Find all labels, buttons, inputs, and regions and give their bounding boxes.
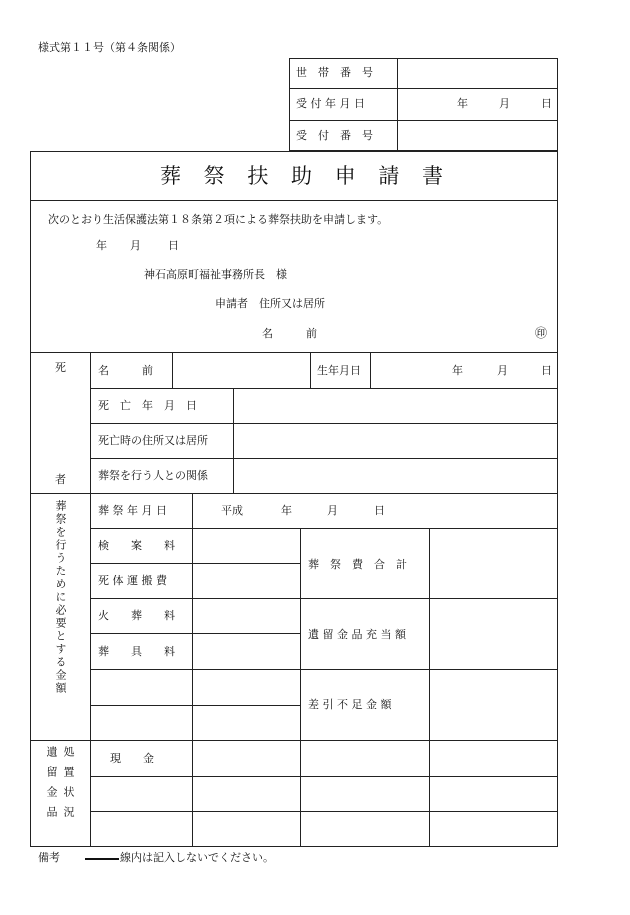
reception-date-month: 月 xyxy=(499,97,510,110)
reception-number-label: 受 付 番 号 xyxy=(296,129,373,142)
application-date-day: 日 xyxy=(168,239,179,252)
inspection-fee-label: 検 案 料 xyxy=(98,539,175,552)
shortfall-label: 差 引 不 足 金 額 xyxy=(308,698,392,711)
estate-item-field-2[interactable] xyxy=(91,812,191,846)
funeral-date-label: 葬 祭 年 月 日 xyxy=(98,504,167,517)
supplies-fee-field[interactable] xyxy=(193,634,299,668)
extra-fee-field-1[interactable] xyxy=(193,670,299,704)
applicant-address-label: 申請者 住所又は居所 xyxy=(215,297,325,310)
seal-mark: ㊞ xyxy=(535,326,548,340)
birth-date-label: 生年月日 xyxy=(317,364,361,377)
birth-year: 年 xyxy=(452,364,463,377)
funeral-side-label: 葬祭を行うために必要とする金額 xyxy=(54,500,67,695)
relation-field[interactable] xyxy=(234,459,557,492)
extra-fee-label-field-1[interactable] xyxy=(91,670,191,704)
total-cost-label: 葬 祭 費 合 計 xyxy=(308,558,407,571)
birth-day: 日 xyxy=(541,364,552,377)
deceased-side-label-bottom: 者 xyxy=(55,473,66,486)
reception-date-day: 日 xyxy=(541,97,552,110)
shortfall-field[interactable] xyxy=(430,670,557,739)
cash-label: 現 金 xyxy=(110,752,154,765)
application-date-year: 年 xyxy=(96,239,107,252)
estate-applied-label: 遺 留 金 品 充 当 額 xyxy=(308,628,406,641)
applicant-address-field[interactable] xyxy=(336,292,551,312)
estate-side-label-col1: 遺留金品 xyxy=(45,746,58,826)
deceased-name-field[interactable] xyxy=(173,353,309,388)
death-date-field[interactable] xyxy=(234,389,557,422)
reception-date-year: 年 xyxy=(457,97,468,110)
funeral-era: 平成 xyxy=(221,504,243,517)
death-address-field[interactable] xyxy=(234,424,557,457)
reception-number-field[interactable] xyxy=(398,121,557,150)
estate-side-label-col2: 処置状況 xyxy=(62,746,75,826)
cash-field[interactable] xyxy=(193,741,299,775)
supplies-fee-label: 葬 具 料 xyxy=(98,645,175,658)
transport-fee-label: 死 体 運 搬 費 xyxy=(98,574,167,587)
funeral-year: 年 xyxy=(281,504,292,517)
application-date-month: 月 xyxy=(130,239,141,252)
form-title: 葬 祭 扶 助 申 請 書 xyxy=(160,164,452,188)
relation-label: 葬祭を行う人との関係 xyxy=(98,469,208,482)
deceased-side-label-top: 死 xyxy=(55,361,66,374)
addressee: 神石高原町福祉事務所長 様 xyxy=(144,268,287,281)
cremation-fee-field[interactable] xyxy=(193,599,299,632)
death-date-label: 死 亡 年 月 日 xyxy=(98,399,197,412)
funeral-day: 日 xyxy=(374,504,385,517)
funeral-month: 月 xyxy=(327,504,338,517)
thick-line-sample xyxy=(85,858,119,860)
estate-item-field-1[interactable] xyxy=(91,777,191,810)
birth-month: 月 xyxy=(497,364,508,377)
applicant-name-field[interactable] xyxy=(346,322,526,342)
death-address-label: 死亡時の住所又は居所 xyxy=(98,434,208,447)
remarks-note: 線内は記入しないでください。 xyxy=(120,851,274,864)
remarks-label: 備考 xyxy=(38,851,60,864)
transport-fee-field[interactable] xyxy=(193,564,299,597)
cremation-fee-label: 火 葬 料 xyxy=(98,609,175,622)
total-cost-field[interactable] xyxy=(430,529,557,598)
household-number-label: 世 帯 番 号 xyxy=(296,66,373,79)
estate-applied-field[interactable] xyxy=(430,599,557,668)
applicant-name-label: 名 前 xyxy=(262,327,317,340)
form-number: 様式第１１号（第４条関係） xyxy=(38,41,181,54)
deceased-name-label: 名 前 xyxy=(98,364,153,377)
intro-text: 次のとおり生活保護法第１８条第２項による葬祭扶助を申請します。 xyxy=(48,213,389,226)
inspection-fee-field[interactable] xyxy=(193,529,299,562)
extra-fee-label-field-2[interactable] xyxy=(91,706,191,739)
reception-date-label: 受 付 年 月 日 xyxy=(296,97,365,110)
household-number-field[interactable] xyxy=(398,59,557,88)
extra-fee-field-2[interactable] xyxy=(193,706,299,739)
